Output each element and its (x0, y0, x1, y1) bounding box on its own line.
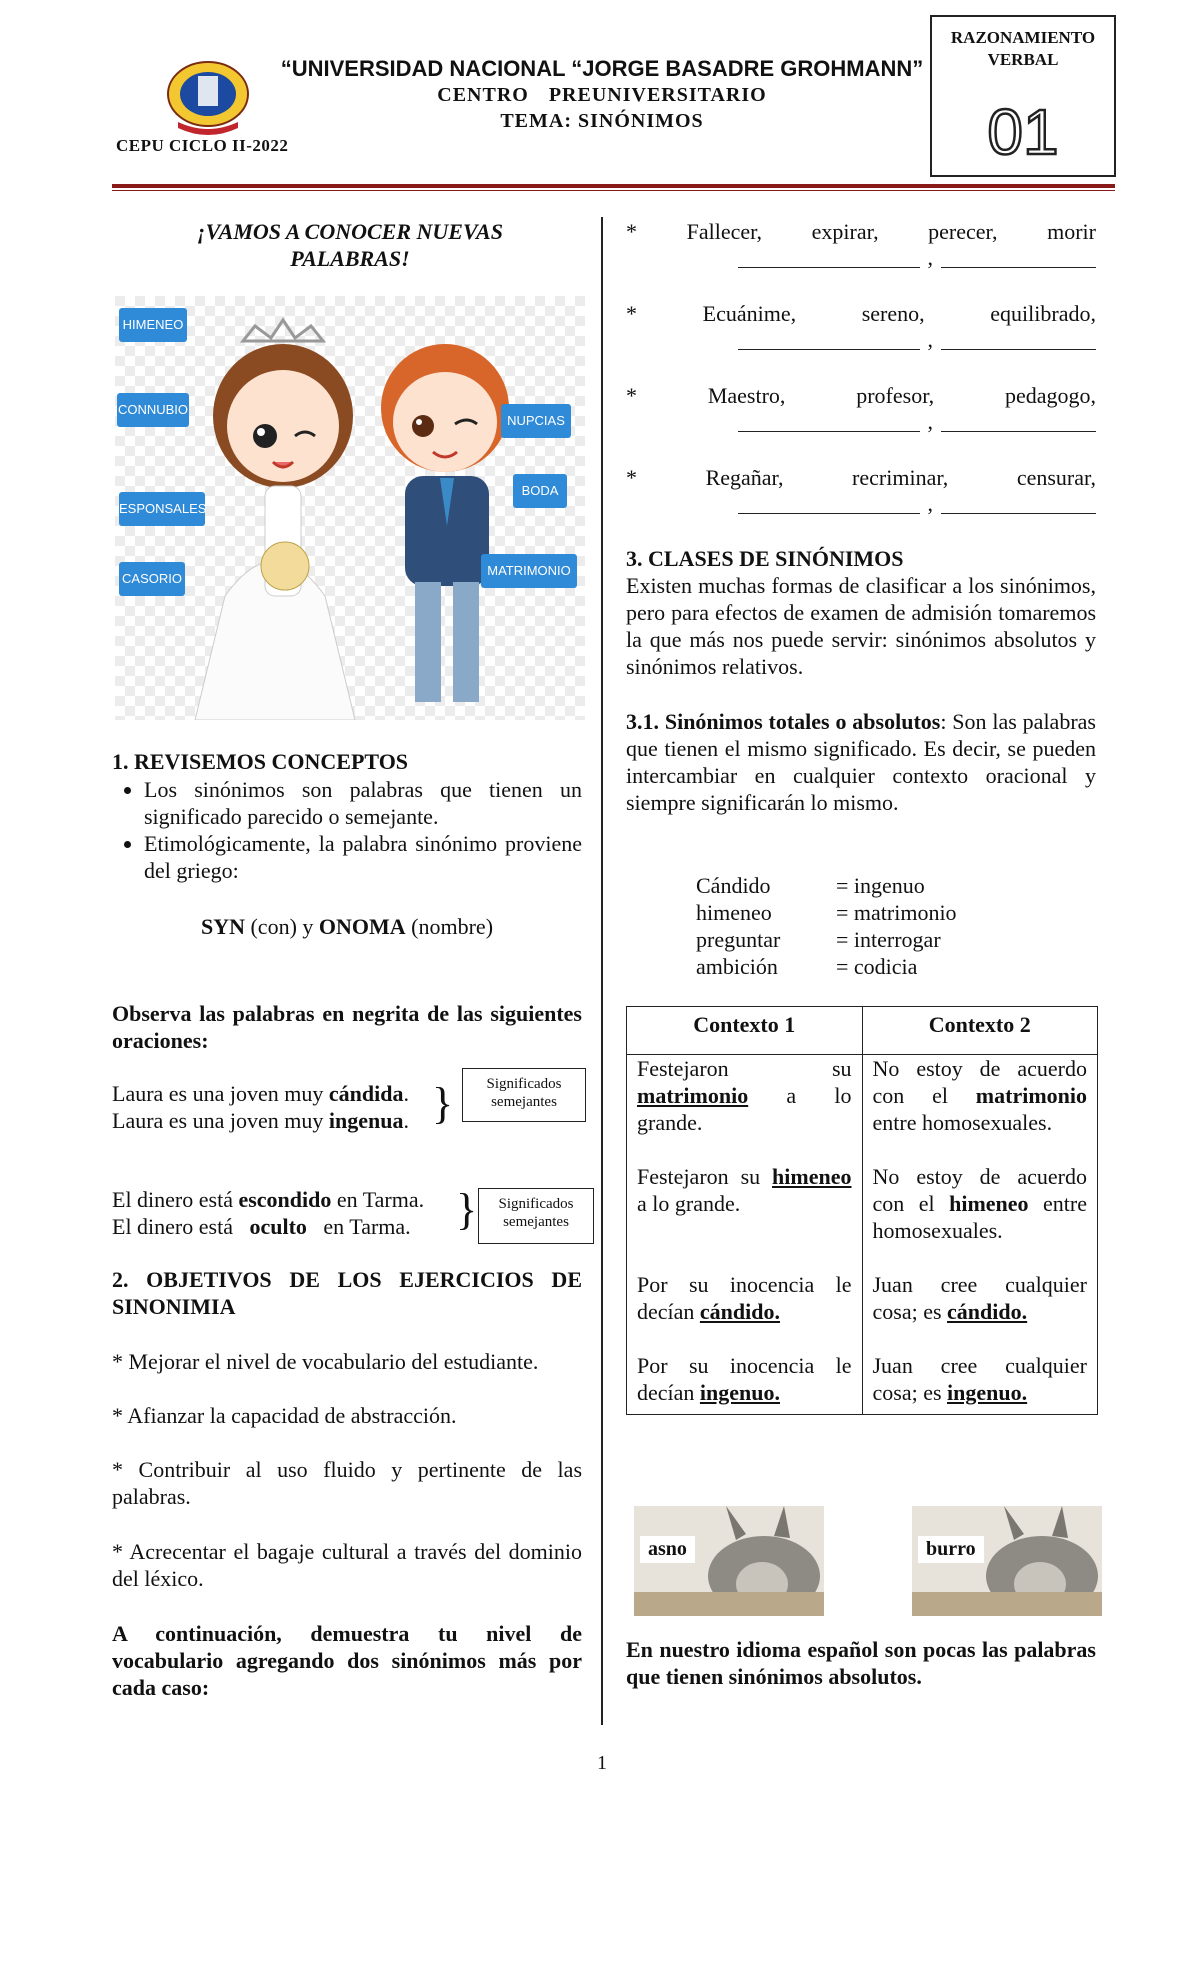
subject-badge (930, 15, 1116, 177)
answer-blank[interactable] (941, 245, 1096, 268)
section31-title: 3.1. Sinónimos totales o absolutos (626, 709, 941, 734)
section1-title: 1. REVISEMOS CONCEPTOS (112, 749, 409, 774)
example-sentence: El dinero está escondido en Tarma. (112, 1187, 425, 1212)
answer-blank[interactable] (738, 327, 920, 350)
answer-blank[interactable] (738, 409, 920, 432)
synonym-exercises (626, 218, 1096, 546)
answer-blank[interactable] (738, 245, 920, 268)
bubble-casorio: CASORIO (122, 571, 182, 586)
column-divider (601, 217, 603, 1725)
objective-4: * Acrecentar el bagaje cultural a través del dominio del léxico. (112, 1539, 582, 1591)
absolute-synonym-pairs (696, 872, 957, 980)
bubble-himeneo: HIMENEO (122, 317, 184, 332)
example-sentence: Laura es una joven muy cándida. (112, 1081, 409, 1106)
exercise-row: * Maestro, profesor, pedagogo, , (626, 383, 1096, 434)
bubble-esponsales: ESPONSALES (119, 501, 207, 516)
page-number: 1 (597, 1752, 607, 1774)
donkey-image-asno (634, 1506, 824, 1616)
answer-blank[interactable] (941, 409, 1096, 432)
answer-blank[interactable] (738, 491, 920, 514)
context-table (626, 1006, 1098, 1415)
university-seal (164, 58, 252, 138)
exercise-row: * Regañar, recriminar, censurar, , (626, 465, 1096, 516)
example-sentence: Laura es una joven muy ingenua. (112, 1108, 409, 1133)
synonym-pair: himeneo = matrimonio (696, 900, 957, 925)
institution-title: “UNIVERSIDAD NACIONAL “JORGE BASADRE GROHMANN” (280, 56, 924, 81)
exercise-row: * Fallecer, expirar, perecer, morir , (626, 219, 1096, 270)
header-divider (112, 184, 1115, 188)
bubble-boda: BODA (521, 483, 559, 498)
bullet-etymology: • Etimológicamente, la palabra sinónimo proviene del griego: (144, 830, 582, 884)
badge-number: 01 (987, 96, 1059, 168)
intro-title: ¡VAMOS A CONOCER NUEVAS PALABRAS! (197, 219, 503, 271)
center-title: CENTRO PREUNIVERSITARIO (437, 84, 767, 106)
exercise-instruction: A continuación, demuestra tu nivel de vocabulario agregando dos sinónimos más por cada caso: (112, 1621, 582, 1700)
donkey-image-burro (912, 1506, 1102, 1616)
answer-blank[interactable] (941, 327, 1096, 350)
closing-note: En nuestro idioma español son pocas las palabras que tienen sinónimos absolutos. (626, 1637, 1096, 1689)
objective-3: * Contribuir al uso fluido y pertinente de las palabras. (112, 1457, 582, 1509)
cepu-cycle: CEPU CICLO II-2022 (116, 136, 289, 155)
similar-meanings-box: Significados semejantes (478, 1188, 594, 1244)
section31-paragraph: 3.1. Sinónimos totales o absolutos: Son las palabras que tienen el mismo significado. Es decir, se pueden intercambiar en cualquier contexto oracional y siempre significarán lo mismo. (626, 709, 1096, 815)
column-header: Contexto 1 (627, 1007, 863, 1055)
objective-2: * Afianzar la capacidad de abstracción. (112, 1403, 457, 1428)
bubble-connubio: CONNUBIO (117, 402, 189, 417)
bubble-matrimonio: MATRIMONIO (487, 563, 571, 578)
synonym-pair: preguntar = interrogar (696, 927, 941, 952)
objective-1: * Mejorar el nivel de vocabulario del estudiante. (112, 1349, 539, 1374)
example-group-1 (112, 1080, 409, 1134)
brace-icon: } (456, 1185, 478, 1234)
donkey-label: burro (918, 1536, 984, 1563)
table-cell: No estoy de acuerdo con el matrimonio entre homosexuales. No estoy de acuerdo con el himeneo entre homosexuales. Juan cree cualquier cosa; es cándido. Juan cree cualquier cosa; es ingenuo. (862, 1055, 1098, 1415)
answer-blank[interactable] (941, 491, 1096, 514)
section3-title: 3. CLASES DE SINÓNIMOS (626, 546, 904, 571)
table-cell: Festejaron su matrimonio a lo grande. Festejaron su himeneo a lo grande. Por su inocencia le decían cándido. Por su inocencia le decían ingenuo. (627, 1055, 863, 1415)
example-group-2 (112, 1186, 424, 1240)
donkey-label: asno (640, 1536, 695, 1563)
synonym-pair: Cándido = ingenuo (696, 873, 925, 898)
bullet-definition: • Los sinónimos son palabras que tienen un significado parecido o semejante. (144, 776, 582, 830)
wedding-illustration (115, 296, 585, 720)
brace-icon: } (432, 1079, 454, 1128)
synonym-pair: ambición = codicia (696, 954, 918, 979)
observa-instruction: Observa las palabras en negrita de las siguientes oraciones: (112, 1001, 582, 1053)
exercise-row: * Ecuánime, sereno, equilibrado, , (626, 301, 1096, 352)
column-header: Contexto 2 (862, 1007, 1098, 1055)
context-table-wrap (626, 1006, 1098, 1415)
badge-title: RAZONAMIENTO VERBAL (950, 28, 1096, 69)
header-divider-thin (112, 190, 1115, 191)
similar-meanings-box: Significados semejantes (462, 1068, 586, 1122)
example-sentence: El dinero está oculto en Tarma. (112, 1214, 411, 1239)
section3-text: Existen muchas formas de clasificar a los sinónimos, pero para efectos de examen de admisión tomaremos la que más nos puede servir: sinónimos absolutos y sinónimos relativos. (626, 573, 1096, 679)
bubble-nupcias: NUPCIAS (507, 413, 565, 428)
section2-title: 2. OBJETIVOS DE LOS EJERCICIOS DE SINONIMIA (112, 1267, 582, 1319)
topic-title: TEMA: SINÓNIMOS (500, 110, 704, 132)
section1-bullets (112, 776, 582, 884)
etymology-line: SYN (con) y ONOMA (nombre) (200, 914, 494, 939)
